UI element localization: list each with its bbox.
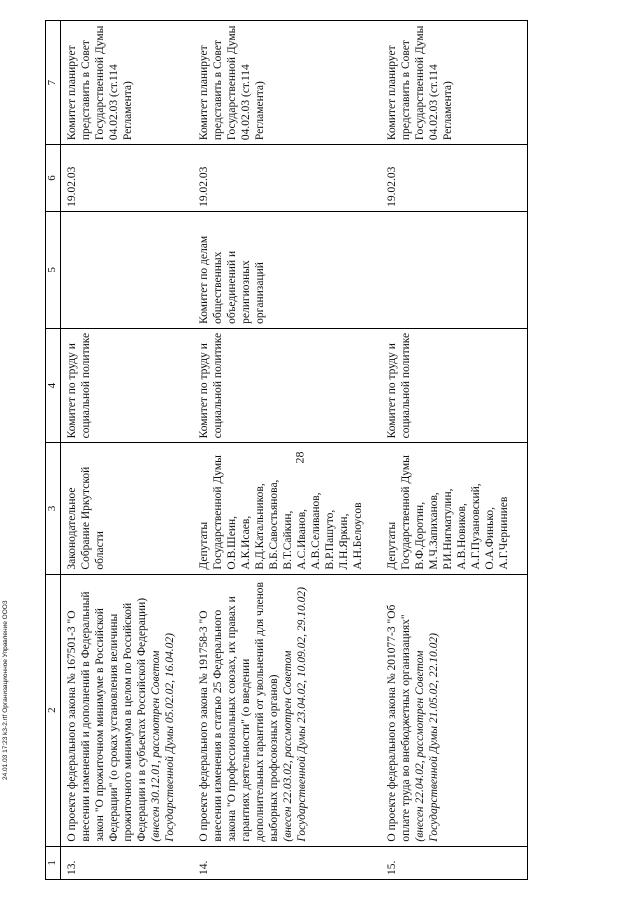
bills-table — [45, 20, 528, 880]
author-line: А.Г.Черниниев — [498, 496, 511, 570]
author-line: А.Н.Белоусов — [352, 502, 365, 570]
bill-title-cell — [193, 574, 381, 846]
bill-title-cell — [381, 574, 528, 846]
plan: Комитет планирует представить в Совет Государственной Думы 04.02.03 (ст.114 Регламента) — [193, 21, 381, 145]
author-line: В.Ф.Доротин, — [414, 501, 427, 570]
column-number: 6 — [46, 145, 61, 212]
rotated-table-sheet — [45, 20, 640, 880]
author-line: В.Б.Савостьянова, — [268, 479, 281, 570]
author-line: Депутаты Государственной Думы — [198, 455, 225, 570]
row-number: 13. — [61, 846, 194, 879]
bill-title-cell — [61, 574, 194, 846]
author-line: А.В.Селиванов, — [310, 492, 323, 570]
author-line: Р.И.Нигматулин, — [442, 488, 455, 570]
column-number: 5 — [46, 211, 61, 328]
row-number: 14. — [193, 846, 381, 879]
date: 19.02.03 — [193, 145, 381, 212]
authors-cell — [193, 443, 381, 574]
column-number: 2 — [46, 574, 61, 846]
author-line: А.Г.Пузановский, — [470, 483, 483, 570]
authors-cell — [381, 443, 528, 574]
author-line: В.Д.Катальников, — [254, 483, 267, 570]
author-line: О.В.Шеин, — [226, 515, 239, 570]
row-number: 15. — [381, 846, 528, 879]
committee: Комитет по труду и социальной политике — [61, 328, 194, 443]
plan: Комитет планирует представить в Совет Государственной Думы 04.02.03 (ст.114 Регламента) — [61, 21, 194, 145]
author-line: В.Т.Сайкин, — [282, 510, 295, 570]
committee: Комитет по труду и социальной политике — [193, 328, 381, 443]
column-number: 4 — [46, 328, 61, 443]
bill-note: (внесен 30.12.01, рассмотрен Советом Государственной Думы 05.02.02, 16.04.02) — [150, 632, 177, 842]
bill-title: О проекте федерального закона № 191758-3 "О внесении изменения в статью 25 Федерального закона "О профессиональных союзах, их правах и гарантиях деятельности" (о введении дополнительных гарантий от увольнений для членов выборных профсоюзных органов) — [198, 582, 281, 842]
table-row — [61, 21, 194, 880]
date: 19.02.03 — [381, 145, 528, 212]
column-number-row — [46, 21, 61, 880]
author-line: М.Ч.Запиханов, — [428, 492, 441, 570]
plan: Комитет планирует представить в Совет Государственной Думы 04.02.03 (ст.114 Регламента) — [381, 21, 528, 145]
date: 19.02.03 — [61, 145, 194, 212]
bill-note: (внесен 22.03.02, рассмотрен Советом Государственной Думы 23.04.02, 10.09.02, 29.10.02) — [282, 586, 309, 842]
author-line: Законодательное Собрание Иркутской области — [66, 466, 107, 570]
author-line: А.С.Иванов, — [296, 508, 309, 570]
bill-title: О проекте федерального закона № 201077-3 "Об оплате труда во внебюджетных организациях" — [386, 604, 413, 842]
document-footer: 24.01.03 17:23 k3-2.rtf Организационное Управление ООО3 — [2, 600, 9, 780]
co-committee — [61, 211, 194, 328]
column-number: 7 — [46, 21, 61, 145]
table-row — [381, 21, 528, 880]
committee: Комитет по труду и социальной политике — [381, 328, 528, 443]
bill-title: О проекте федерального закона № 167501-3 "О внесении изменений и дополнений в Федеральный закон "О прожиточном минимуме в Российской Федерации" (о сроках установления величины прожиточного минимума в целом по Российской Федерации и в субъектах Российской Федерации) — [66, 591, 149, 842]
author-line: Л.Н.Яркин, — [338, 513, 351, 570]
author-line: В.Р.Пашуто, — [324, 509, 337, 570]
author-line: О.А.Финько, — [484, 506, 497, 570]
column-number: 1 — [46, 846, 61, 879]
co-committee — [381, 211, 528, 328]
bill-note: (внесен 22.04.02, рассмотрен Советом Государственной Думы 21.05.02, 22.10.02) — [414, 632, 441, 842]
table-row — [193, 21, 381, 880]
author-line: Депутаты Государственной Думы — [386, 455, 413, 570]
page-number: 28 — [292, 451, 307, 464]
author-line: А.К.Исаев, — [240, 515, 253, 570]
author-line: А.В.Новиков, — [456, 503, 469, 570]
co-committee: Комитет по делам общественных объединений и религиозных организаций — [193, 211, 381, 328]
column-number: 3 — [46, 443, 61, 574]
authors-cell — [61, 443, 194, 574]
